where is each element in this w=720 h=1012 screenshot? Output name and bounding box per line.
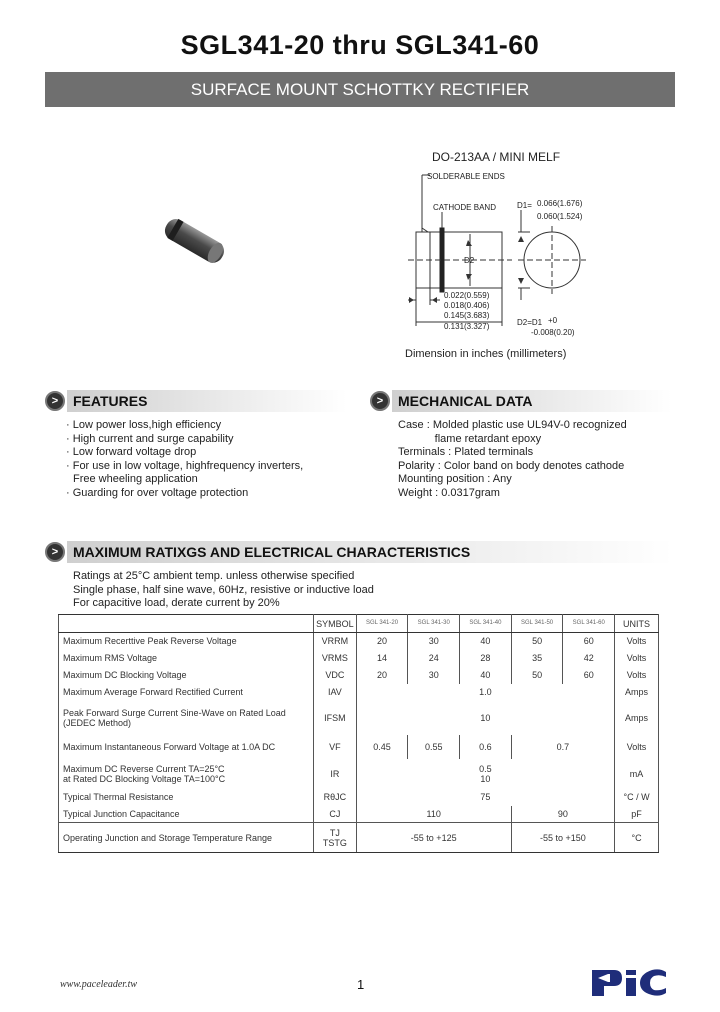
param-cell: Maximum DC Blocking Voltage [59,667,314,684]
table-row [59,650,659,667]
value-cell: 1.0 [356,684,614,701]
param-line: Peak Forward Surge Current Sine-Wave on Rated Load [63,707,286,718]
param-line: Maximum DC Reverse Current TA=25°C [63,763,225,774]
cathode-band-label: CATHODE BAND [433,203,496,212]
symbol-line: TJ [329,827,340,838]
value-cell: 0.7 [511,735,614,759]
param-line: (JEDEC Method) [63,717,132,728]
list-item: Free wheeling application [73,473,198,485]
table-row [59,735,659,759]
unit-cell: Amps [615,684,659,701]
header-symbol: SYMBOL [314,615,357,633]
list-item: · Low power loss,high efficiency [66,419,222,431]
table-row [59,684,659,701]
ratings-notes [73,570,374,611]
list-item: · Low forward voltage drop [66,446,197,458]
list-item: Weight : 0.0317gram [398,486,500,499]
symbol-cell: VRRM [314,633,357,650]
param-line: at Rated DC Blocking Voltage TA=100°C [63,773,226,784]
d1-label: D1= [517,201,532,210]
param-cell: Maximum Recerttive Peak Reverse Voltage [59,633,314,650]
d2-eq-label: D2=D1 [517,318,543,327]
length-min-label: 0.131(3.327) [444,322,490,331]
value-cell: 10 [356,701,614,735]
table-row [59,806,659,823]
header-part: SGL 341-20 [356,615,408,633]
unit-cell: Amps [615,701,659,735]
param-cell: Typical Thermal Resistance [59,789,314,806]
value-cell: 60 [563,633,615,650]
table-row [59,789,659,806]
page-number: 1 [357,977,365,992]
value-line: 0.5 [479,763,492,774]
table-row [59,667,659,684]
value-cell: 35 [511,650,563,667]
value-cell: 14 [356,650,408,667]
d2-label: D2 [464,256,475,265]
param-cell: Maximum RMS Voltage [59,650,314,667]
unit-cell: Volts [615,667,659,684]
unit-cell: °C / W [615,789,659,806]
value-cell: 75 [356,789,614,806]
table-row [59,823,659,853]
arrow-circle-icon: > [370,391,390,411]
dimension-note: Dimension in inches (millimeters) [405,348,567,360]
features-list [66,419,303,500]
header-part: SGL 341-50 [511,615,563,633]
value-cell: 40 [460,667,512,684]
length-max-label: 0.145(3.683) [444,311,490,320]
value-cell: 0.45 [356,735,408,759]
page-title: SGL341-20 thru SGL341-60 [180,30,540,60]
features-heading: > FEATURES [45,390,345,412]
ratings-heading: > MAXIMUM RATIXGS AND ELECTRICAL CHARACTERISTICS [45,541,675,563]
note-line: For capacitive load, derate current by 20% [73,597,280,609]
value-cell: 50 [511,667,563,684]
table-row [59,701,659,735]
band-max-label: 0.022(0.559) [444,291,490,300]
subtitle-bar: SURFACE MOUNT SCHOTTKY RECTIFIER [45,72,675,107]
symbol-cell: RθJC [314,789,357,806]
symbol-cell: VF [314,735,357,759]
arrow-circle-icon: > [45,542,65,562]
package-title: DO-213AA / MINI MELF [432,150,561,164]
tol-minus-label: -0.008(0.20) [531,328,575,337]
symbol-cell: CJ [314,806,357,823]
header-param [59,615,314,633]
value-line: 10 [480,773,491,784]
mechanical-heading: > MECHANICAL DATA [370,390,670,412]
value-cell: -55 to +125 [356,823,511,853]
param-cell [59,759,314,789]
package-dimension-diagram [400,170,600,340]
symbol-cell: IFSM [314,701,357,735]
unit-cell: pF [615,806,659,823]
table-row [59,759,659,789]
list-item: flame retardant epoxy [398,432,542,445]
d1-max-label: 0.066(1.676) [537,199,583,208]
header-part: SGL 341-60 [563,615,615,633]
pic-logo-icon [590,966,670,998]
value-cell: 20 [356,667,408,684]
d1-min-label: 0.060(1.524) [537,212,583,221]
list-item: Polarity : Color band on body denotes cathode [398,459,625,472]
mechanical-list [398,419,627,500]
header-units: UNITS [615,615,659,633]
param-cell [59,701,314,735]
symbol-cell: IR [314,759,357,789]
value-cell: 30 [408,667,460,684]
package-photo [155,210,235,270]
list-item: Terminals : Plated terminals [398,446,534,458]
symbol-cell: IAV [314,684,357,701]
list-item: · For use in low voltage, highfrequency inverters, [66,459,304,472]
value-cell: 30 [408,633,460,650]
header-part: SGL 341-30 [408,615,460,633]
list-item: · Guarding for over voltage protection [66,486,249,499]
value-cell: 40 [460,633,512,650]
list-item: · High current and surge capability [66,432,234,445]
unit-cell: mA [615,759,659,789]
unit-cell: Volts [615,735,659,759]
symbol-cell: VRMS [314,650,357,667]
note-line: Single phase, half sine wave, 60Hz, resistive or inductive load [73,583,374,596]
header-part: SGL 341-40 [460,615,512,633]
value-cell: 50 [511,633,563,650]
value-cell: 24 [408,650,460,667]
arrow-circle-icon: > [45,391,65,411]
unit-cell: °C [615,823,659,853]
symbol-line: TSTG [322,837,347,848]
characteristics-table [58,614,659,853]
table-row [59,633,659,650]
value-cell: 20 [356,633,408,650]
band-min-label: 0.018(0.406) [444,301,490,310]
value-cell: 90 [511,806,614,823]
value-cell: 28 [460,650,512,667]
symbol-cell: VDC [314,667,357,684]
param-cell: Typical Junction Capacitance [59,806,314,823]
list-item: Mounting position : Any [398,473,512,485]
value-cell: 0.55 [408,735,460,759]
tol-plus-label: +0 [548,316,558,325]
note-line: Ratings at 25°C ambient temp. unless otherwise specified [73,570,355,582]
unit-cell: Volts [615,650,659,667]
value-cell: 0.6 [460,735,512,759]
footer-url[interactable]: www.paceleader.tw [60,979,138,990]
solderable-ends-label: SOLDERABLE ENDS [427,172,505,181]
list-item: Case : Molded plastic use UL94V-0 recognized [398,419,627,431]
symbol-cell [314,823,357,853]
param-cell: Operating Junction and Storage Temperature Range [59,823,314,853]
param-cell: Maximum Instantaneous Forward Voltage at 1.0A DC [59,735,314,759]
value-cell: 60 [563,667,615,684]
param-cell: Maximum Average Forward Rectified Current [59,684,314,701]
value-cell: -55 to +150 [511,823,614,853]
value-cell: 110 [356,806,511,823]
value-cell: 42 [563,650,615,667]
unit-cell: Volts [615,633,659,650]
table-header-row [59,615,659,633]
value-cell [356,759,614,789]
